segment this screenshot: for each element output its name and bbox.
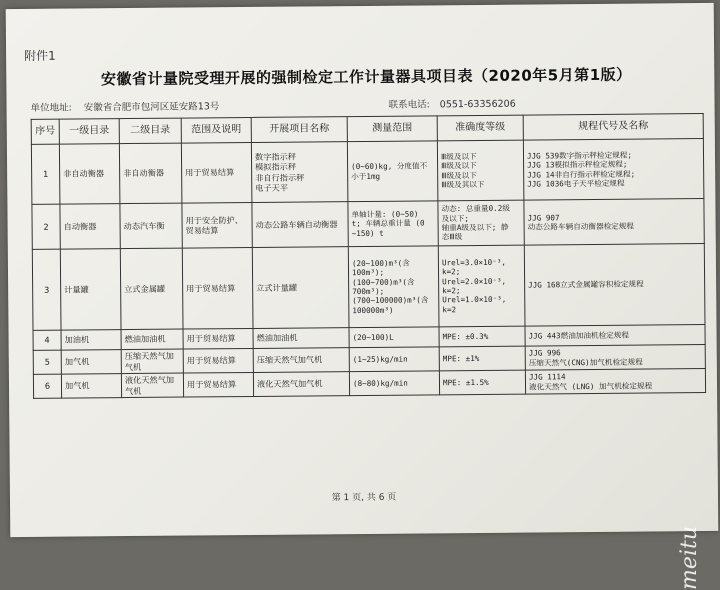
scope-cell: 用于贸易结算: [183, 328, 253, 349]
item-name-cell: [252, 247, 349, 329]
item-name-cell: [251, 142, 348, 203]
regulation-cell: [525, 369, 705, 395]
accuracy-cell-line: k=2;: [442, 286, 461, 296]
regulation-cell-line: 动态公路车辆自动衡器检定规程: [527, 221, 634, 232]
accuracy-cell-line: 轴重A级及以下; 静: [441, 222, 509, 233]
range-cell-line: 小于1mg: [351, 171, 381, 181]
regulation-cell: [525, 345, 705, 371]
regulation-cell-line: JJG 13模拟指示秤检定规程;: [527, 159, 628, 170]
range-cell: [349, 371, 439, 396]
item-name-cell-line: 动态公路车辆自动衡器: [255, 219, 338, 230]
accuracy-cell: [437, 140, 524, 201]
unit-address: 安徽省合肥市包河区延安路13号: [83, 101, 220, 114]
range-cell-line: (100~700)m³(含: [352, 277, 415, 287]
phone-label: 联系电话:: [388, 99, 430, 111]
range-cell-line: (700~100000)m³(含: [352, 295, 429, 306]
category2-cell: 燃油加油机: [121, 329, 183, 350]
item-name-cell-line: 压缩天然气加气机: [256, 354, 323, 366]
accuracy-cell-line: MPE: ±1.5%: [442, 377, 489, 388]
item-name-cell: [253, 328, 349, 349]
page-number: 第 1 页, 共 6 页: [331, 492, 397, 504]
document-title: 安徽省计量院受理开展的强制检定工作计量器具项目表（2020年5月第1版）: [100, 65, 632, 89]
accuracy-cell-line: k=2;: [441, 267, 461, 277]
watermark-logo: meitu: [677, 526, 702, 590]
scope-cell: 用于贸易结算: [183, 372, 253, 397]
accuracy-cell-line: Ⅲ级及以下: [440, 151, 477, 161]
range-cell-line: (20~100)L: [352, 332, 394, 342]
scope-cell: 用于贸易结算: [182, 247, 253, 329]
range-cell-line: t; 车辆总重计量 (0: [351, 218, 425, 229]
regulation-cell-line: 压缩天然气(CNG)加气机检定规程: [528, 357, 643, 368]
regulation-cell: [525, 325, 705, 347]
header-cell: 序号: [31, 119, 59, 144]
phone-line: [388, 96, 515, 111]
accuracy-cell: [438, 245, 525, 327]
item-name-cell-line: 模拟指示秤: [255, 161, 297, 173]
category1-cell: 加气机: [61, 350, 121, 375]
item-name-cell: [252, 202, 348, 248]
regulation-cell-line: JJG 907: [527, 212, 560, 223]
range-cell: [349, 347, 439, 372]
accuracy-cell-line: Ⅲ级及以下: [441, 170, 477, 180]
seq-cell: 5: [33, 350, 61, 374]
seq-cell: 1: [31, 144, 60, 204]
accuracy-cell: [438, 200, 524, 246]
document-page: [6, 3, 719, 537]
category1-cell: 计量罐: [60, 249, 121, 331]
category2-cell: 非自动衡器: [119, 143, 182, 204]
unit-address-line: [31, 98, 220, 114]
accuracy-cell-line: k=2: [442, 305, 457, 315]
range-cell-line: (8~80)kg/min: [352, 378, 408, 388]
category2-cell: 动态汽车衡: [120, 203, 182, 249]
header-cell: 规程代号及名称: [523, 114, 703, 141]
item-name-cell: [253, 348, 349, 373]
range-cell-line: (0~60)kg, 分度值不: [351, 161, 428, 172]
accuracy-cell-line: MPE: ±1%: [442, 353, 480, 364]
item-name-cell: [253, 372, 349, 397]
item-name-cell-line: 立式计量罐: [256, 282, 298, 293]
attachment-label: 附件1: [24, 48, 56, 63]
accuracy-cell-line: Urel=1.0×10⁻³,: [442, 295, 507, 305]
accuracy-cell: [439, 326, 525, 347]
accuracy-cell-line: 及以下;: [441, 213, 469, 223]
regulation-cell: [524, 199, 704, 246]
accuracy-cell: [439, 370, 525, 395]
regulation-cell: [523, 139, 704, 201]
regulation-cell-line: JJG 1114: [528, 372, 566, 382]
seq-cell: 6: [33, 374, 61, 398]
regulation-cell-line: JJG 539数字指示秤检定规程;: [526, 150, 632, 161]
category2-cell: 液化天然气加气机: [121, 373, 183, 398]
range-cell-line: 100m³);: [351, 267, 385, 278]
category1-cell: 自动衡器: [60, 204, 120, 250]
item-name-cell-line: 燃油加油机: [256, 332, 298, 344]
range-cell-line: 700m³);: [352, 286, 385, 297]
seq-cell: 3: [32, 249, 61, 330]
category2-cell: 立式金属罐: [120, 248, 183, 330]
accuracy-cell-line: Ⅲ级及其以下: [441, 179, 485, 190]
category1-cell: 非自动衡器: [59, 144, 120, 205]
table-row: [33, 369, 705, 399]
item-name-cell-line: 电子天平: [255, 182, 289, 193]
header-cell: 一级目录: [59, 119, 119, 145]
accuracy-cell-line: 态Ⅲ级: [441, 232, 463, 242]
category2-cell: 压缩天然气加气机: [121, 349, 183, 374]
accuracy-cell-line: MPE: ±0.3%: [442, 331, 489, 342]
regulation-cell-line: JJG 14非自行指示秤检定规程;: [527, 169, 636, 180]
range-cell-line: ~150) t: [351, 228, 384, 238]
regulation-cell: [524, 244, 705, 327]
instrument-table: [31, 113, 706, 399]
header-cell: 测量范围: [347, 116, 437, 142]
regulation-cell-line: JJG 168立式金属罐容积检定规程: [528, 279, 644, 290]
table-row: [32, 199, 704, 250]
range-cell-line: (1~25)kg/min: [352, 354, 408, 364]
item-name-cell-line: 数字指示秤: [254, 151, 297, 162]
accuracy-cell-line: Urel=2.0×10⁻³,: [442, 276, 507, 286]
range-cell: [349, 327, 439, 348]
range-cell-line: 100000m³): [352, 305, 394, 316]
range-cell-line: (20~100)m³(含: [351, 258, 410, 268]
table-row: [31, 139, 703, 205]
regulation-cell-line: JJG 1036电子天平检定规程: [527, 178, 625, 189]
scope-cell: 用于安全防护、贸易结算: [182, 202, 252, 248]
header-cell: 范围及说明: [181, 117, 251, 143]
header-cell: 开展项目名称: [251, 117, 347, 143]
accuracy-cell: [439, 346, 525, 371]
scope-cell: 用于贸易结算: [181, 142, 252, 203]
range-cell: [348, 201, 438, 247]
category1-cell: 加油机: [61, 330, 121, 351]
table-body: [31, 139, 705, 399]
accuracy-cell-line: Urel=3.0×10⁻³,: [441, 257, 506, 267]
regulation-cell-line: JJG 996: [528, 348, 561, 358]
phone-number: 0551-63356206: [439, 98, 516, 111]
header-cell: 准确度等级: [437, 115, 523, 141]
table-row: [32, 244, 705, 331]
category1-cell: 加气机: [61, 374, 121, 399]
range-cell-line: 单轴计量: (0~50): [351, 209, 419, 219]
accuracy-cell-line: 动态: 总重量0.2级: [441, 203, 510, 214]
scope-cell: 用于贸易结算: [183, 348, 253, 373]
seq-cell: 4: [33, 330, 61, 350]
regulation-cell-line: 液化天然气 (LNG) 加气机检定规程: [528, 380, 653, 392]
item-name-cell-line: 非自行指示秤: [255, 171, 305, 183]
seq-cell: 2: [32, 204, 60, 249]
range-cell: [348, 246, 439, 328]
accuracy-cell-line: Ⅲ级及以下: [441, 161, 477, 171]
range-cell: [347, 141, 438, 202]
header-cell: 二级目录: [119, 118, 181, 144]
item-name-cell-line: 液化天然气加气机: [256, 378, 323, 390]
regulation-cell-line: JJG 443燃油加油机检定规程: [528, 330, 629, 341]
unit-label: 单位地址:: [30, 102, 72, 114]
